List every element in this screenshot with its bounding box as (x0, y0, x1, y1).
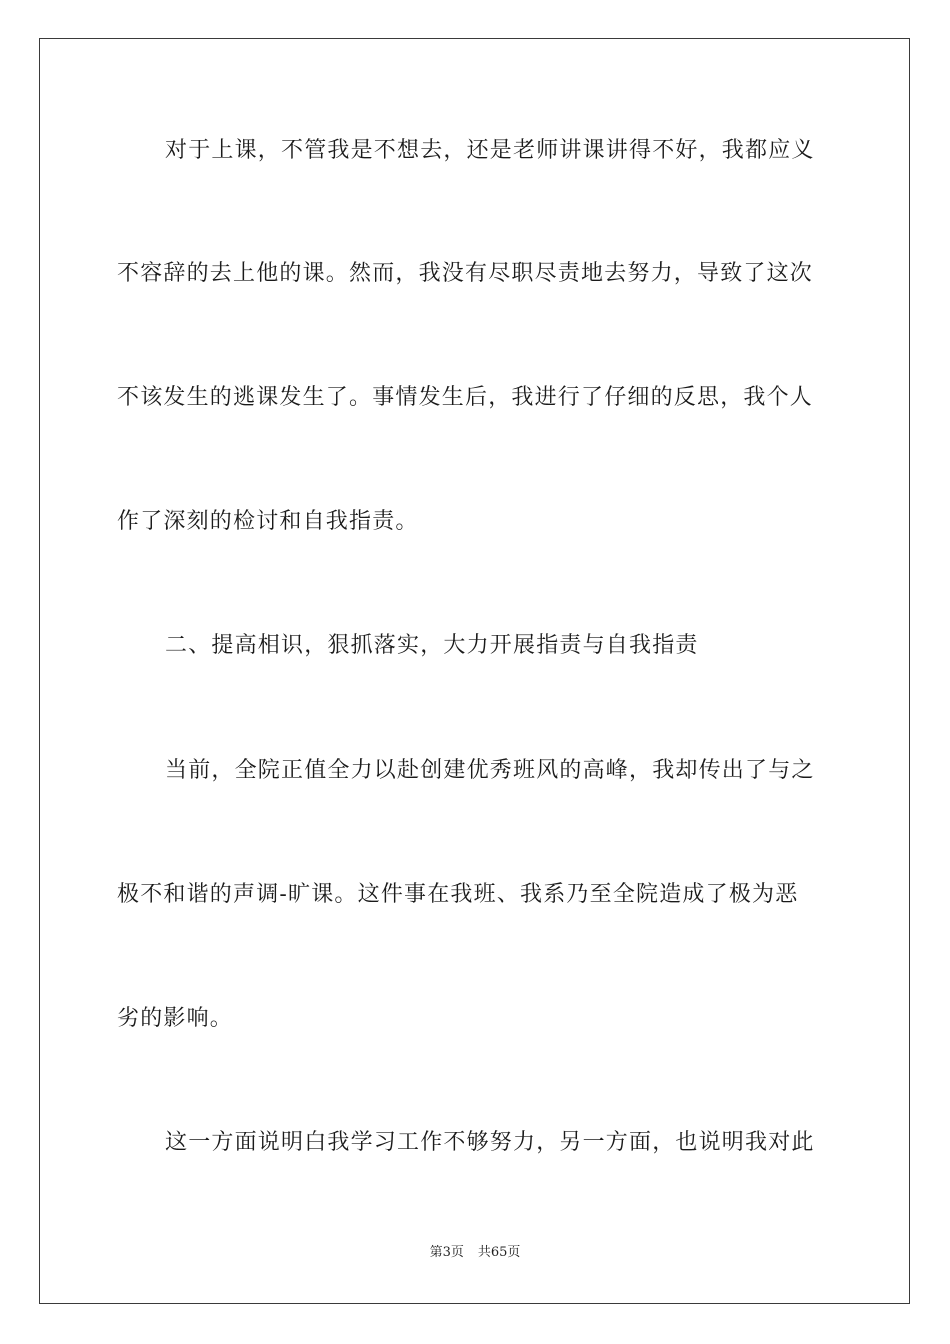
body-line-2: 不容辞的去上他的课。然而，我没有尽职尽责地去努力，导致了这次 (117, 261, 814, 286)
body-line-3: 不该发生的逃课发生了。事情发生后，我进行了仔细的反思，我个人 (117, 385, 814, 410)
page-border (39, 38, 910, 1304)
page-total: 共65页 (477, 1245, 521, 1260)
body-line-7: 极不和谐的声调-旷课。这件事在我班、我系乃至全院造成了极为恶 (117, 882, 799, 907)
body-line-8: 劣的影响。 (117, 1006, 234, 1031)
body-line-4: 作了深刻的检讨和自我指责。 (117, 509, 419, 534)
body-line-9: 这一方面说明白我学习工作不够努力，另一方面，也说明我对此 (165, 1130, 815, 1155)
body-line-1: 对于上课，不管我是不想去，还是老师讲课讲得不好，我都应义 (165, 138, 815, 163)
body-line-6: 当前，全院正值全力以赴创建优秀班风的高峰，我却传出了与之 (165, 758, 815, 783)
page-footer (0, 1244, 950, 1262)
page-number: 第3页 (429, 1245, 464, 1260)
section-heading: 二、提高相识，狠抓落实，大力开展指责与自我指责 (165, 633, 699, 658)
